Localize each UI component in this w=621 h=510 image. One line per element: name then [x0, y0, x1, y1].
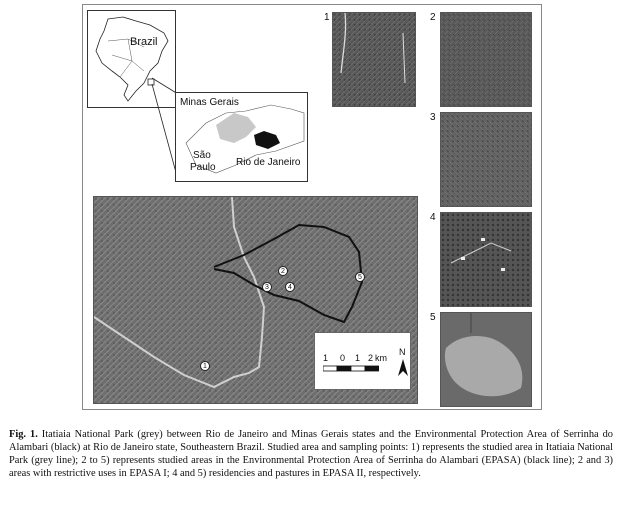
sampling-point-3: 3 — [262, 282, 272, 292]
scale-tick-2: 2 — [368, 353, 374, 363]
label-rio-de-janeiro: Rio de Janeiro — [236, 157, 301, 168]
north-arrow-icon — [397, 359, 409, 377]
photo-panel-5 — [440, 312, 532, 407]
panel-label-1: 1 — [324, 12, 330, 23]
scale-bar-graphic — [323, 365, 379, 373]
photo-panel-3 — [440, 112, 532, 207]
sampling-point-2: 2 — [278, 266, 288, 276]
figure-caption — [9, 428, 613, 480]
scale-tick-1b: 1 — [355, 353, 361, 363]
scale-tick-0: 0 — [340, 353, 346, 363]
north-label: N — [399, 347, 406, 357]
scale-unit: km — [375, 353, 387, 363]
sampling-point-4: 4 — [285, 282, 295, 292]
caption-label: Fig. 1. — [9, 429, 38, 440]
sampling-point-5: 5 — [355, 272, 365, 282]
photo-panel-2 — [440, 12, 532, 107]
panel-label-4: 4 — [430, 212, 436, 223]
label-minas-gerais: Minas Gerais — [180, 97, 239, 108]
photo-panel-4 — [440, 212, 532, 307]
label-paulo: Paulo — [190, 162, 216, 173]
sampling-point-1: 1 — [200, 361, 210, 371]
park-outline — [216, 113, 256, 143]
panel-label-5: 5 — [430, 312, 436, 323]
label-sao: São — [193, 150, 211, 161]
photo-panel-1 — [332, 12, 416, 107]
brazil-label: Brazil — [130, 36, 158, 48]
panel-label-2: 2 — [430, 12, 436, 23]
panel-label-3: 3 — [430, 112, 436, 123]
epasa-outline — [254, 131, 280, 149]
scale-tick-1a: 1 — [323, 353, 329, 363]
scale-bar — [314, 332, 411, 390]
caption-text: Itatiaia National Park (grey) between Rio de Janeiro and Minas Gerais states and the Environmental Protection Area of Serrinha do Alambari (black) at Rio de Janeiro state, Southeastern Brazil. Studied area and sampling points: 1) represents the studied area in Itatiaia National Park (grey line); 2 to 5) represents studied areas in the Environmental Protection Area of Serrinha do Alambari (EPASA) (black line); 2 and 3) areas with restrictive uses in EPASA I; 4 and 5) residencies and pastures in EPASA II, respectively. — [9, 429, 613, 479]
